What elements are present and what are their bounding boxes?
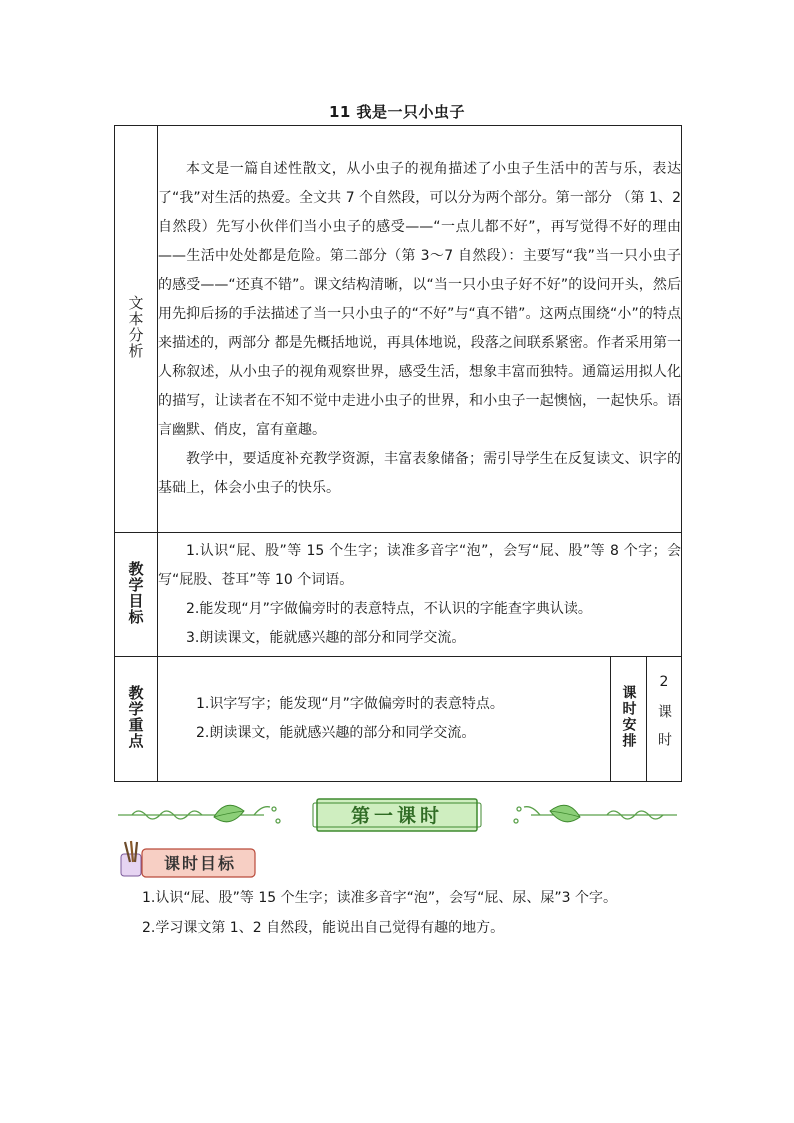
tag-text: 课时目标 bbox=[163, 854, 237, 873]
analysis-paragraph-1: 本文是一篇自述性散文，从小虫子的视角描述了小虫子生活中的苦与乐，表达了“我”对生活的热爱。全文共 7 个自然段，可以分为两个部分。第一部分 （第 1、2 自然段）先写小伙伴们当小虫子的感受——“一点儿都不好”，再写觉得不好的理由——生活中处处都是危险。第二部分（第 3～7 自然段）：主要写“我”当一只小虫子的感受——“还真不错”。课文结构清晰，以“当一只小虫子好不好”的设问开头，然后用先抑后扬的手法描述了当一只小虫子的“不好”与“真不错”。这两点围绕“小”的特点来描述的，两部分 都是先概括地说，再具体地说，段落之间联系紧密。作者采用第一人称叙述，从小虫子的视角观察世界，感受生活，想象丰富而独特。通篇运用拟人化的描写，让读者在不知不觉中走进小虫子的世界，和小虫子一起懊恼，一起快乐。语言幽默、俏皮，富有童趣。 bbox=[158, 161, 681, 438]
banner-text: 第一课时 bbox=[350, 805, 444, 827]
focus-label: 教学重点 bbox=[126, 685, 145, 749]
analysis-content bbox=[158, 126, 682, 533]
focus-row bbox=[115, 657, 682, 782]
lesson-goals-tag bbox=[118, 840, 258, 882]
goal-item-2: 2.能发现“月”字做偏旁时的表意特点，不认识的字能查字典认读。 bbox=[186, 600, 592, 617]
goals-label-cell bbox=[115, 533, 158, 657]
lesson-goal-1: 1.认识“屁、股”等 15 个生字；读准多音字“泡”，会写“屁、尿、屎”3 个字。 bbox=[142, 890, 617, 906]
schedule-label: 课时安排 bbox=[620, 685, 637, 749]
schedule-value: 2课时 bbox=[656, 674, 672, 760]
analysis-label-cell bbox=[115, 126, 158, 533]
right-leaf-icon bbox=[550, 805, 580, 822]
goals-content bbox=[158, 533, 682, 657]
right-vine-ornament bbox=[514, 807, 677, 823]
schedule-value-cell bbox=[647, 657, 682, 782]
schedule-label-cell bbox=[611, 657, 647, 782]
analysis-label: 文本分析 bbox=[126, 295, 145, 359]
page-title: 11 我是一只小虫子 bbox=[328, 103, 466, 121]
goals-row bbox=[115, 533, 682, 657]
lesson-goal-2: 2.学习课文第 1、2 自然段，能说出自己觉得有趣的地方。 bbox=[142, 920, 505, 936]
focus-item-2: 2.朗读课文，能就感兴趣的部分和同学交流。 bbox=[196, 725, 476, 741]
lesson-goals bbox=[114, 883, 681, 943]
left-leaf-icon bbox=[214, 805, 244, 822]
analysis-paragraph-2: 教学中，要适度补充教学资源，丰富表象储备；需引导学生在反复读文、识字的基础上，体会小虫子的快乐。 bbox=[158, 451, 681, 496]
section-banner bbox=[114, 795, 681, 835]
focus-label-cell bbox=[115, 657, 158, 782]
goal-item-3: 3.朗读课文，能就感兴趣的部分和同学交流。 bbox=[186, 629, 466, 646]
analysis-row bbox=[115, 126, 682, 533]
lesson-plan-table bbox=[114, 125, 682, 782]
focus-item-1: 1.识字写字；能发现“月”字做偏旁时的表意特点。 bbox=[196, 696, 504, 712]
goals-label: 教学目标 bbox=[126, 560, 145, 625]
goal-item-1: 1.认识“屁、股”等 15 个生字；读准多音字“泡”，会写“屁、股”等 8 个字；会写“屁股、苍耳”等 10 个词语。 bbox=[158, 542, 681, 588]
left-vine-ornament bbox=[118, 807, 280, 823]
focus-content bbox=[158, 657, 611, 782]
